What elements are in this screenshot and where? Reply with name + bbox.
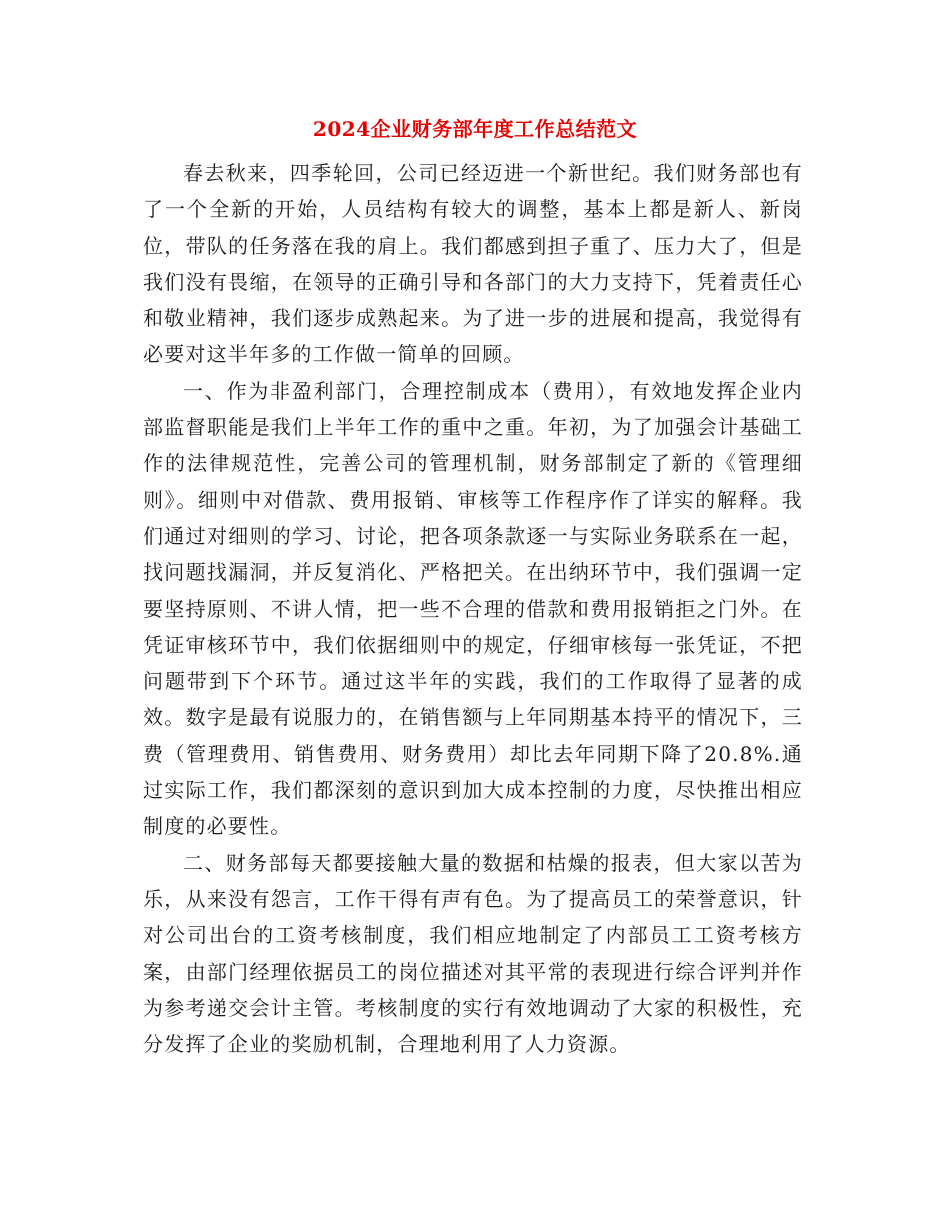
document-body	[143, 155, 803, 1062]
paragraph-intro: 春去秋来，四季轮回，公司已经迈进一个新世纪。我们财务部也有了一个全新的开始，人员结构有较大的调整，基本上都是新人、新岗位，带队的任务落在我的肩上。我们都感到担子重了、压力大了，但是我们没有畏缩，在领导的正确引导和各部门的大力支持下，凭着责任心和敬业精神，我们逐步成熟起来。为了进一步的进展和提高，我觉得有必要对这半年多的工作做一简单的回顾。	[143, 161, 803, 367]
paragraph-section-one: 一、作为非盈利部门，合理控制成本（费用），有效地发挥企业内部监督职能是我们上半年工作的重中之重。年初，为了加强会计基础工作的法律规范性，完善公司的管理机制，财务部制定了新的《管理细则》。细则中对借款、费用报销、审核等工作程序作了详实的解释。我们通过对细则的学习、讨论，把各项条款逐一与实际业务联系在一起，找问题找漏洞，并反复消化、严格把关。在出纳环节中，我们强调一定要坚持原则、不讲人情，把一些不合理的借款和费用报销拒之门外。在凭证审核环节中，我们依据细则中的规定，仔细审核每一张凭证，不把问题带到下个环节。通过这半年的实践，我们的工作取得了显著的成效。数字是最有说服力的，在销售额与上年同期基本持平的情况下，三费（管理费用、销售费用、财务费用）却比去年同期下降了20.8%.通过实际工作，我们都深刻的意识到加大成本控制的力度，尽快推出相应制度的必要性。	[143, 378, 803, 839]
document-title: 2024企业财务部年度工作总结范文	[312, 117, 638, 141]
paragraph-section-two: 二、财务部每天都要接触大量的数据和枯燥的报表，但大家以苦为乐，从来没有怨言，工作干得有声有色。为了提高员工的荣誉意识，针对公司出台的工资考核制度，我们相应地制定了内部员工工资考核方案，由部门经理依据员工的岗位描述对其平常的表现进行综合评判并作为参考递交会计主管。考核制度的实行有效地调动了大家的积极性，充分发挥了企业的奖励机制，合理地利用了人力资源。	[143, 850, 803, 1057]
